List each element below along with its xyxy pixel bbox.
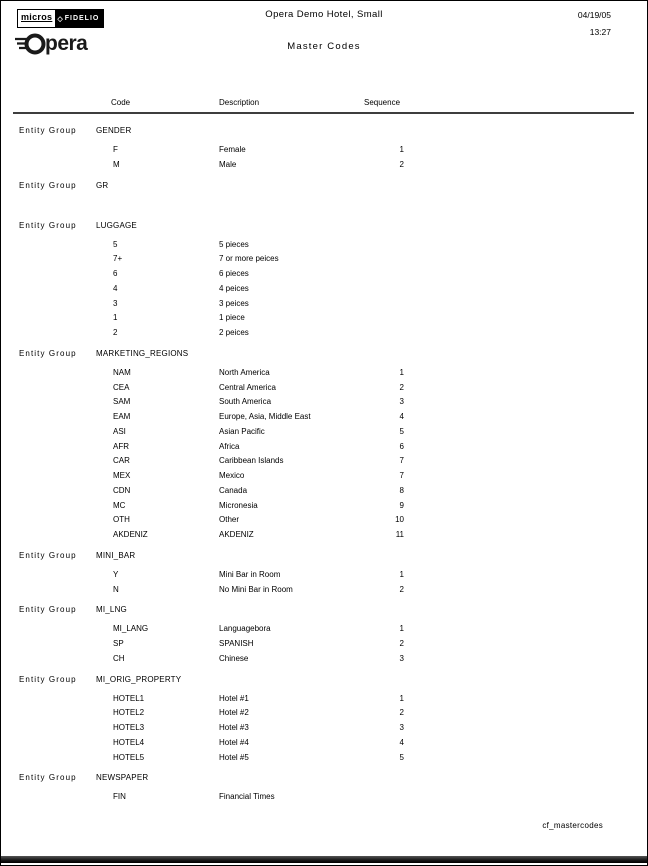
entity-group-header <box>1 346 647 361</box>
row-code: CH <box>113 653 125 663</box>
row-code: N <box>113 584 119 594</box>
row-description: South America <box>219 397 272 407</box>
opera-logo-text: pera <box>45 32 88 55</box>
entity-group-code: GENDER <box>96 126 132 135</box>
row-code: M <box>113 159 120 169</box>
entity-group-label: Entity Group <box>19 773 77 783</box>
row-description: Hotel #3 <box>219 723 249 732</box>
entity-group-header <box>1 123 647 138</box>
entity-group <box>1 178 647 213</box>
row-description: Financial Times <box>219 792 275 802</box>
micros-logo-text: micros <box>18 10 55 27</box>
group-rows <box>1 790 647 805</box>
row-description: 2 peices <box>219 328 249 337</box>
row-description: Mini Bar in Room <box>219 569 281 579</box>
table-row <box>1 706 647 721</box>
row-code: HOTEL3 <box>113 723 145 732</box>
entity-group-code: MI_LNG <box>96 605 127 615</box>
row-sequence: 2 <box>399 382 404 392</box>
row-description: Male <box>219 159 237 169</box>
table-row <box>1 326 647 341</box>
row-sequence: 5 <box>399 752 404 762</box>
row-code: MC <box>113 500 126 510</box>
row-code: MI_LANG <box>113 624 149 634</box>
row-sequence: 4 <box>399 737 404 747</box>
row-description: Hotel #4 <box>219 737 249 747</box>
report-subtitle: Master Codes <box>287 41 361 52</box>
row-description: SPANISH <box>219 639 254 648</box>
row-code: 1 <box>113 313 118 323</box>
row-code: CEA <box>113 382 130 392</box>
table-row <box>1 469 647 484</box>
table-row <box>1 513 647 528</box>
entity-group-header <box>1 548 647 563</box>
row-description: Hotel #5 <box>219 752 249 762</box>
entity-group-header <box>1 770 647 785</box>
row-sequence: 9 <box>399 500 404 510</box>
row-sequence: 7 <box>399 456 404 466</box>
row-description: Chinese <box>219 653 249 663</box>
row-sequence: 3 <box>399 653 404 663</box>
row-code: 4 <box>113 283 118 293</box>
row-sequence: 2 <box>399 584 404 594</box>
row-description: North America <box>219 367 270 377</box>
row-sequence: 11 <box>395 530 404 539</box>
entity-group <box>1 602 647 666</box>
entity-group-label: Entity Group <box>19 605 77 615</box>
row-code: 3 <box>113 298 118 308</box>
entity-group-code: MI_ORIG_PROPERTY <box>96 674 182 684</box>
column-headers <box>1 98 647 110</box>
row-code: NAM <box>113 367 131 377</box>
row-code: HOTEL4 <box>113 737 145 747</box>
row-description: Canada <box>219 485 248 495</box>
entity-group-label: Entity Group <box>19 126 77 135</box>
row-description: 3 peices <box>219 298 249 308</box>
table-row <box>1 267 647 282</box>
table-row <box>1 736 647 751</box>
group-rows <box>1 198 647 213</box>
report-time: 13:27 <box>589 27 611 37</box>
column-header-sequence: Sequence <box>364 98 401 107</box>
row-description: 1 piece <box>219 313 245 323</box>
row-description: Central America <box>219 382 276 392</box>
table-row <box>1 583 647 598</box>
row-sequence: 2 <box>399 708 404 718</box>
table-row <box>1 311 647 326</box>
row-description: 6 pieces <box>219 269 249 278</box>
row-code: SP <box>113 639 124 648</box>
table-row <box>1 238 647 253</box>
table-row <box>1 652 647 667</box>
row-code: Y <box>113 569 119 579</box>
table-row <box>1 692 647 707</box>
row-description: Hotel #2 <box>219 708 249 718</box>
row-code: FIN <box>113 792 126 802</box>
row-description: AKDENIZ <box>219 530 254 539</box>
entity-group-header <box>1 178 647 193</box>
row-description: 7 or more peices <box>219 254 279 264</box>
row-sequence: 3 <box>399 397 404 407</box>
row-sequence: 2 <box>399 159 404 169</box>
row-code: EAM <box>113 412 131 421</box>
table-row <box>1 282 647 297</box>
row-description: 4 peices <box>219 283 249 293</box>
entity-group-header <box>1 218 647 233</box>
row-description: Languagebora <box>219 624 271 634</box>
table-row <box>1 381 647 396</box>
table-row <box>1 297 647 312</box>
opera-logo <box>14 30 87 58</box>
entity-group-header <box>1 672 647 687</box>
table-row <box>1 143 647 158</box>
table-row <box>1 751 647 766</box>
opera-swoosh-o-icon <box>14 30 48 58</box>
row-description: Micronesia <box>219 500 258 510</box>
table-row <box>1 568 647 583</box>
table-row <box>1 484 647 499</box>
table-row <box>1 499 647 514</box>
row-code: 2 <box>113 328 118 337</box>
entity-group <box>1 123 647 173</box>
group-rows <box>1 238 647 341</box>
table-row <box>1 395 647 410</box>
group-rows <box>1 366 647 543</box>
group-rows <box>1 143 647 173</box>
entity-group-label: Entity Group <box>19 550 77 560</box>
row-code: 5 <box>113 239 118 249</box>
fidelio-logo-label: FIDELIO <box>64 15 100 22</box>
row-code: AFR <box>113 441 129 451</box>
entity-group <box>1 346 647 543</box>
row-code: 7+ <box>113 254 123 264</box>
row-sequence: 7 <box>399 471 404 480</box>
row-code: ASI <box>113 426 126 436</box>
row-description: Europe, Asia, Middle East <box>219 412 311 421</box>
entity-group-code: LUGGAGE <box>96 220 137 230</box>
row-description: No Mini Bar in Room <box>219 584 293 594</box>
table-row <box>1 366 647 381</box>
table-row <box>1 252 647 267</box>
row-description: Asian Pacific <box>219 426 265 436</box>
row-description: Mexico <box>219 471 245 480</box>
row-sequence: 6 <box>399 441 404 451</box>
entity-group <box>1 672 647 766</box>
entity-group-label: Entity Group <box>19 348 77 358</box>
column-header-code: Code <box>111 98 131 107</box>
entity-group-label: Entity Group <box>19 180 77 190</box>
table-row <box>1 454 647 469</box>
fidelio-logo-text <box>55 10 103 27</box>
row-code: OTH <box>113 515 130 525</box>
table-row <box>1 440 647 455</box>
row-code: AKDENIZ <box>113 530 148 539</box>
row-code: F <box>113 145 118 154</box>
report-date: 04/19/05 <box>577 10 611 20</box>
row-description: Caribbean Islands <box>219 456 284 466</box>
entity-group-code: MARKETING_REGIONS <box>96 348 189 358</box>
table-row <box>1 528 647 543</box>
entity-group-code: GR <box>96 180 109 190</box>
row-code: CDN <box>113 485 131 495</box>
report-body <box>1 118 647 805</box>
table-row <box>1 158 647 173</box>
group-rows <box>1 568 647 598</box>
row-code: HOTEL1 <box>113 693 145 703</box>
row-sequence: 3 <box>399 723 404 732</box>
table-row <box>1 410 647 425</box>
entity-group-code: NEWSPAPER <box>96 773 149 783</box>
group-rows <box>1 692 647 766</box>
table-row <box>1 721 647 736</box>
entity-group-label: Entity Group <box>19 674 77 684</box>
row-sequence: 1 <box>399 569 404 579</box>
row-description: Hotel #1 <box>219 693 249 703</box>
window-bottom-edge <box>1 856 647 863</box>
group-rows <box>1 622 647 666</box>
table-row <box>1 790 647 805</box>
table-row <box>1 637 647 652</box>
row-code: HOTEL5 <box>113 752 145 762</box>
row-sequence: 5 <box>399 426 404 436</box>
entity-group-label: Entity Group <box>19 220 77 230</box>
row-code: MEX <box>113 471 131 480</box>
row-sequence: 4 <box>399 412 404 421</box>
report-id: cf_mastercodes <box>542 821 603 830</box>
row-code: HOTEL2 <box>113 708 145 718</box>
row-code: SAM <box>113 397 131 407</box>
row-description: Other <box>219 515 240 525</box>
row-code: 6 <box>113 269 118 278</box>
row-sequence: 1 <box>399 367 404 377</box>
row-description: 5 pieces <box>219 239 249 249</box>
header-rule <box>13 112 634 114</box>
row-description: Female <box>219 145 246 154</box>
entity-group-header <box>1 602 647 617</box>
entity-group <box>1 548 647 598</box>
table-row <box>1 425 647 440</box>
column-header-description: Description <box>219 98 260 107</box>
report-title: Opera Demo Hotel, Small <box>265 9 383 20</box>
row-sequence: 1 <box>399 624 404 634</box>
table-row <box>1 622 647 637</box>
row-sequence: 1 <box>399 145 404 154</box>
entity-group <box>1 770 647 805</box>
row-sequence: 2 <box>399 639 404 648</box>
row-sequence: 1 <box>399 693 404 703</box>
diamond-icon: ◇ <box>57 15 64 23</box>
micros-fidelio-logo <box>17 9 104 28</box>
row-description: Africa <box>219 441 240 451</box>
row-sequence: 8 <box>399 485 404 495</box>
entity-group <box>1 218 647 341</box>
row-sequence: 10 <box>395 515 404 525</box>
row-code: CAR <box>113 456 130 466</box>
entity-group-code: MINI_BAR <box>96 550 136 560</box>
